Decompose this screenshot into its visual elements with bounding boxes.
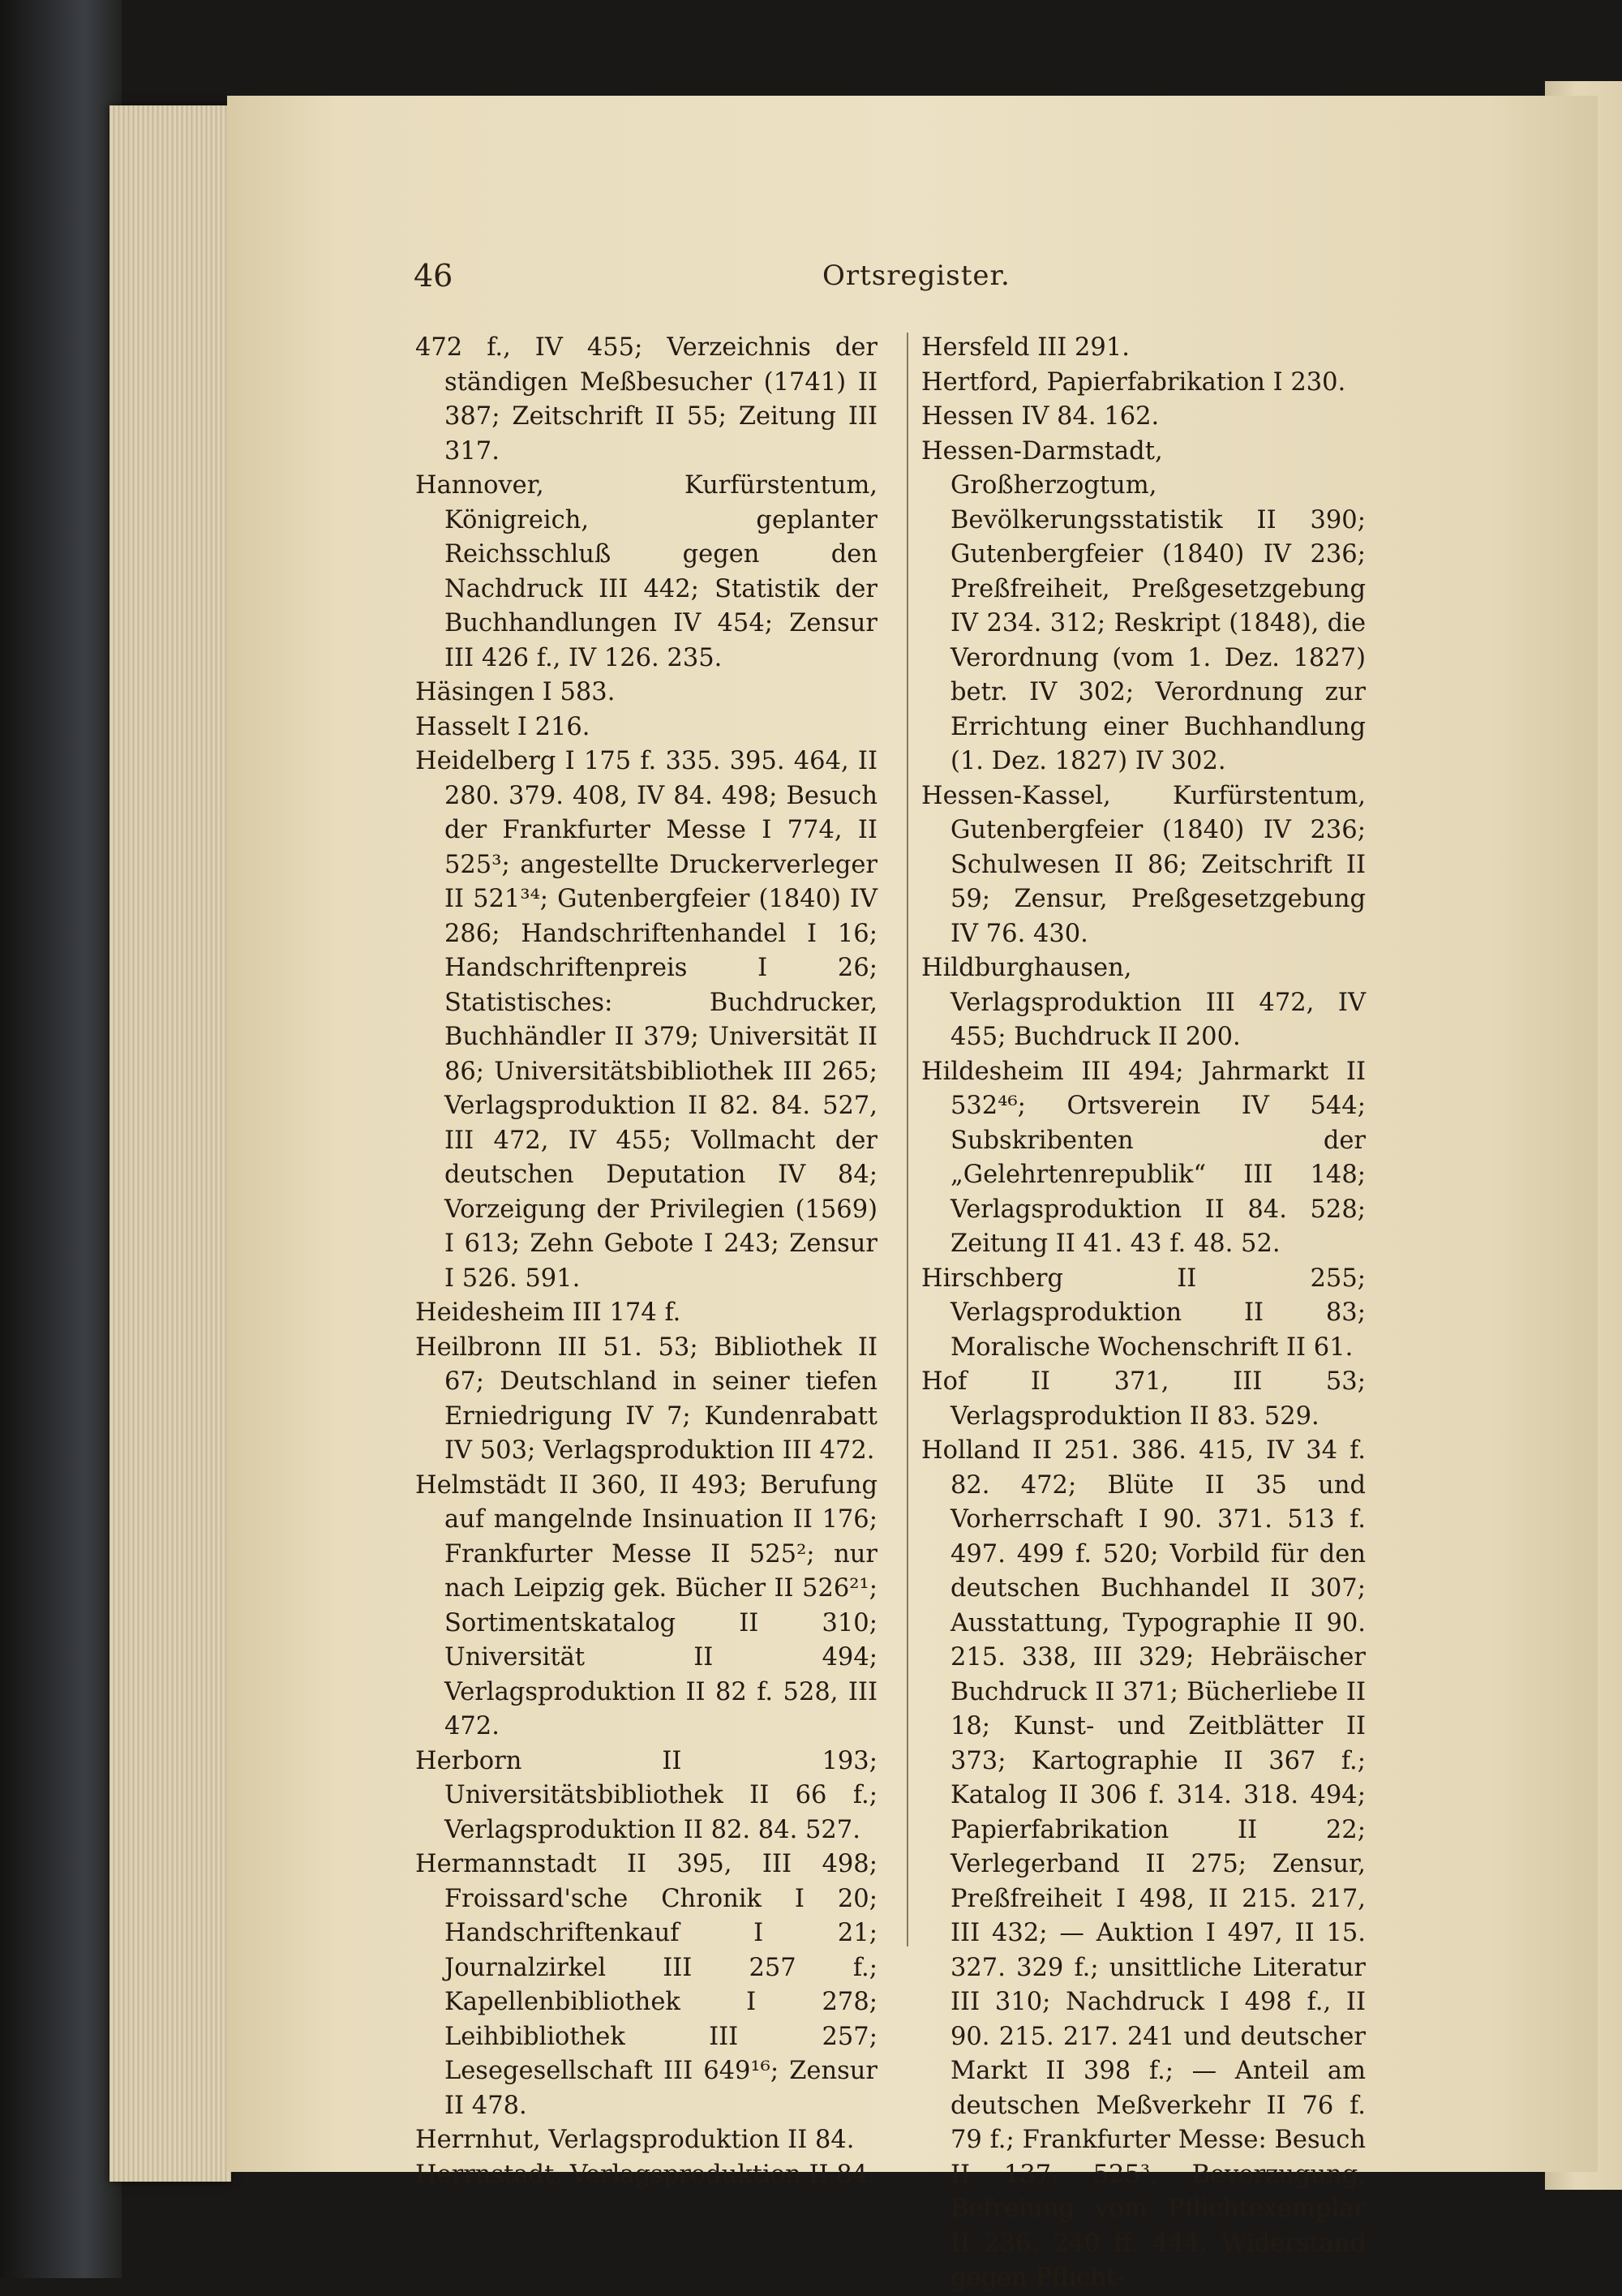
index-entry: Heilbronn III 51. 53; Bibliothek II 67; Deutschland in seiner tiefen Erniedrigung IV 7; Kundenrabatt IV 503; Verlagsproduktion III 472. [415,1333,878,1465]
index-entry: Hasselt I 216. [415,712,590,741]
index-entry: Hannover, Kurfürstentum, Königreich, geplanter Reichsschluß gegen den Nachdruck III 442; Statistik der Buchhandlungen IV 454; Zensur III 426 f., IV 126. 235. [415,471,878,672]
index-entry: Hildburghausen, Verlagsproduktion III 472, IV 455; Buchdruck II 200. [921,954,1366,1051]
index-entry: Hessen-Kassel, Kurfürstentum, Gutenbergfeier (1840) IV 236; Schulwesen II 86; Zeitschrift II 59; Zensur, Preßgesetzgebung IV 76. 430. [921,781,1366,948]
index-entry: Hessen IV 84. 162. [921,402,1160,431]
index-entry: Heidelberg I 175 f. 335. 395. 464, II 280. 379. 408, IV 84. 498; Besuch der Frankfurter Messe I 774, II 525³; angestellte Druckerverleger II 521³⁴; Gutenbergfeier (1840) IV 286; Handschriftenhandel I 16; Handschriftenpreis I 26; Statistisches: Buchdrucker, Buchhändler II 379; Universität II 86; Universitätsbibliothek III 265; Verlagsproduktion II 82. 84. 527, III 472, IV 455; Vollmacht der deutschen Deputation IV 84; Vorzeigung der Privilegien (1569) I 613; Zehn Gebote I 243; Zensur I 526. 591. [415,747,878,1293]
index-entry: Hertford, Papierfabrikation I 230. [921,367,1346,397]
running-head: Ortsregister. [822,260,1011,292]
index-entry: Herrnhut, Verlagsproduktion II 84. [415,2126,855,2154]
left-column [415,331,878,2192]
index-entry: Hersfeld III 291. [921,333,1130,362]
index-entry: Holland II 251. 386. 415, IV 34 f. 82. 472; Blüte II 35 und Vorherrschaft I 90. 371. 513 f. 497. 499 f. 520; Vorbild für den deutschen Buchhandel II 307; Ausstattung, Typographie II 90. 215. 338, III 329; Hebräischer Buchdruck II 371; Bücherliebe II 18; Kunst- und Zeitblätter II 373; Kartographie II 367 f.; Katalog II 306 f. 314. 318. 494; Papierfabrikation II 22; Verlegerband II 275; Zensur, Preßfreiheit I 498, II 215. 217, III 432; — Auktion I 497, II 15. 327. 329 f.; unsittliche Literatur III 310; Nachdruck I 498 f., II 90. 215. 217. 241 und deutscher Markt II 398 f.; — Anteil am deutschen Meßverkehr II 76 f. 79 f.; Frankfurter Messe: Besuch II 137. 525³, Bevorzugung, Befreiung vom Pflichtexemplar II 236. 240 ff. 444, Widerstand gegen Pflicht- [921,1436,1366,2292]
index-entry: Hirschberg II 255; Verlagsproduktion II 83; Moralische Wochenschrift II 61. [921,1264,1366,1362]
index-entry: Herborn II 193; Universitätsbibliothek II 66 f.; Verlagsproduktion II 82. 84. 527. [415,1746,878,1844]
column-divider [907,333,908,1946]
index-entry: Hof II 371, III 53; Verlagsproduktion II 83. 529. [921,1367,1366,1431]
index-entry: 472 f., IV 455; Verzeichnis der ständigen Meßbesucher (1741) II 387; Zeitschrift II 55; Zeitung III 317. [415,333,878,466]
index-entry: Herrnstadt, Verlagsproduktion II 84. [415,2160,876,2189]
index-entry: Heidesheim III 174 f. [415,1298,681,1327]
book-binding [0,0,122,2278]
right-column [921,331,1366,2296]
page-header [414,258,1011,307]
index-entry: Hermannstadt II 395, III 498; Froissard'sche Chronik I 20; Handschriftenkauf I 21; Journalzirkel III 257 f.; Kapellenbibliothek I 278; Leihbibliothek III 257; Lesegesellschaft III 649¹⁶; Zensur II 478. [415,1850,878,2120]
index-entry: Helmstädt II 360, II 493; Berufung auf mangelnde Insinuation II 176; Frankfurter Messe II 525²; nur nach Leipzig gek. Bücher II 526²¹; Sortimentskatalog II 310; Universität II 494; Verlagsproduktion II 82 f. 528, III 472. [415,1470,878,1740]
index-entry: Hessen-Darmstadt, Großherzogtum, Bevölkerungsstatistik II 390; Gutenbergfeier (1840) IV 236; Preßfreiheit, Preßgesetzgebung IV 234. 312; Reskript (1848), die Verordnung (vom 1. Dez. 1827) betr. IV 302; Verordnung zur Errichtung einer Buchhandlung (1. Dez. 1827) IV 302. [921,436,1366,775]
index-entry: Häsingen I 583. [415,678,616,706]
page-edges [109,105,231,2182]
index-entry: Hildesheim III 494; Jahrmarkt II 532⁴⁶; Ortsverein IV 544; Subskribenten der „Gelehrtenrepublik“ III 148; Verlagsproduktion II 84. 528; Zeitung II 41. 43 f. 48. 52. [921,1057,1366,1258]
page-number: 46 [414,258,453,294]
